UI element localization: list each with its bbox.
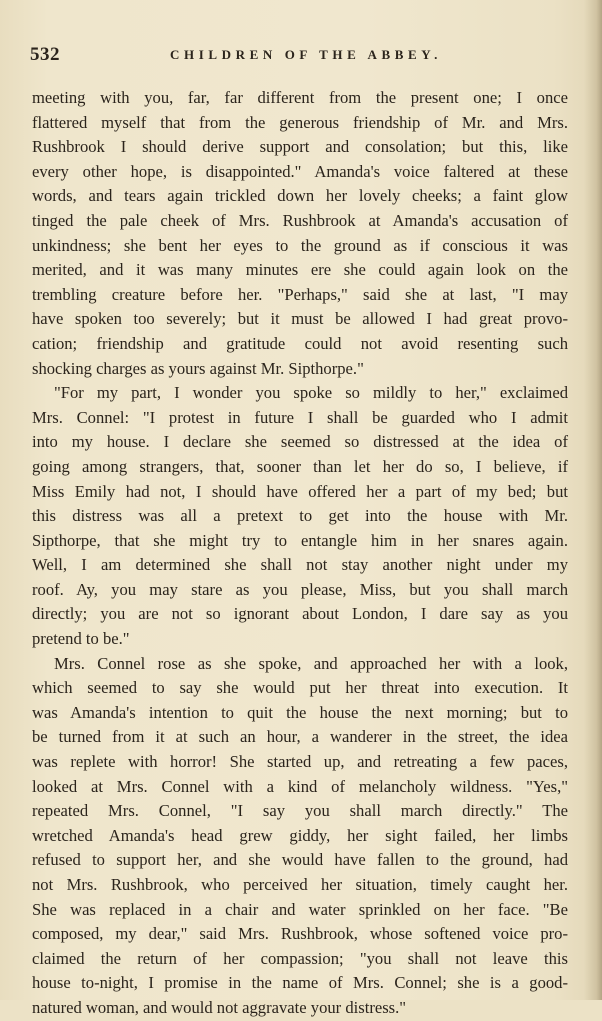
- body-text: [32, 86, 568, 1021]
- text-line: Mrs. Connel: "I protest in future I shall be guarded who I admit: [32, 407, 568, 427]
- text-line: trembling creature before her. "Perhaps," said she at last, "I may: [32, 284, 568, 304]
- text-line: Well, I am determined she shall not stay another night under my: [32, 555, 568, 575]
- text-line: "For my part, I wonder you spoke so mildly to her," exclaimed: [54, 383, 568, 403]
- text-line: shocking charges as yours against Mr. Sipthorpe.": [32, 358, 364, 378]
- text-line: have spoken too severely; but it must be allowed I had great provo-: [32, 309, 568, 329]
- running-title: CHILDREN OF THE ABBEY.: [170, 47, 442, 62]
- text-line: looked at Mrs. Connel with a kind of melancholy wildness. "Yes,": [32, 776, 568, 796]
- text-line: was Amanda's intention to quit the house the next morning; but to: [32, 702, 568, 722]
- text-line: words, and tears again trickled down her lovely cheeks; a faint glow: [32, 186, 568, 206]
- text-line: into my house. I declare she seemed so distressed at the idea of: [32, 432, 568, 452]
- text-line: Rushbrook I should derive support and consolation; but this, like: [32, 137, 568, 157]
- text-line: was replete with horror! She started up, and retreating a few paces,: [32, 752, 568, 772]
- text-line: claimed the return of her compassion; "you shall not leave this: [32, 948, 568, 968]
- text-line: repeated Mrs. Connel, "I say you shall march directly." The: [32, 801, 568, 821]
- text-line: composed, my dear," said Mrs. Rushbrook, whose softened voice pro-: [32, 924, 568, 944]
- text-line: She was replaced in a chair and water sprinkled on her face. "Be: [32, 899, 568, 919]
- text-line: flattered myself that from the generous friendship of Mr. and Mrs.: [32, 112, 568, 132]
- running-head: [30, 44, 570, 68]
- text-line: refused to support her, and she would have fallen to the ground, had: [32, 850, 568, 870]
- text-line: roof. Ay, you may stare as you please, Miss, but you shall march: [32, 579, 568, 599]
- text-line: merited, and it was many minutes ere she could again look on the: [32, 260, 568, 280]
- text-line: going among strangers, that, sooner than let her do so, I believe, if: [32, 456, 568, 476]
- text-line: this distress was all a pretext to get into the house with Mr.: [32, 506, 568, 526]
- text-line: Sipthorpe, that she might try to entangle him in her snares again.: [32, 530, 568, 550]
- text-line: wretched Amanda's head grew giddy, her sight failed, her limbs: [32, 825, 568, 845]
- page-edge-shadow: [584, 0, 602, 1000]
- text-line: unkindness; she bent her eyes to the ground as if conscious it was: [32, 235, 568, 255]
- text-line: meeting with you, far, far different from the present one; I once: [32, 88, 568, 107]
- text-line: tinged the pale cheek of Mrs. Rushbrook at Amanda's accusation of: [32, 210, 568, 230]
- text-line: Miss Emily had not, I should have offered her a part of my bed; but: [32, 481, 568, 501]
- text-line: be turned from it at such an hour, a wanderer in the street, the idea: [32, 727, 568, 747]
- text-line: every other hope, is disappointed." Amanda's voice faltered at these: [32, 161, 568, 181]
- text-line: house to-night, I promise in the name of Mrs. Connel; she is a good-: [32, 973, 568, 993]
- text-line: pretend to be.": [32, 629, 130, 649]
- text-line: natured woman, and would not aggravate your distress.": [32, 997, 407, 1017]
- text-line: not Mrs. Rushbrook, who perceived her situation, timely caught her.: [32, 875, 568, 894]
- page-number: 532: [30, 44, 60, 65]
- text-line: directly; you are not so ignorant about London, I dare say as you: [32, 604, 568, 624]
- text-line: which seemed to say she would put her threat into execution. It: [32, 678, 568, 698]
- text-line: cation; friendship and gratitude could not avoid resenting such: [32, 333, 568, 353]
- text-line: Mrs. Connel rose as she spoke, and approached her with a look,: [54, 653, 568, 673]
